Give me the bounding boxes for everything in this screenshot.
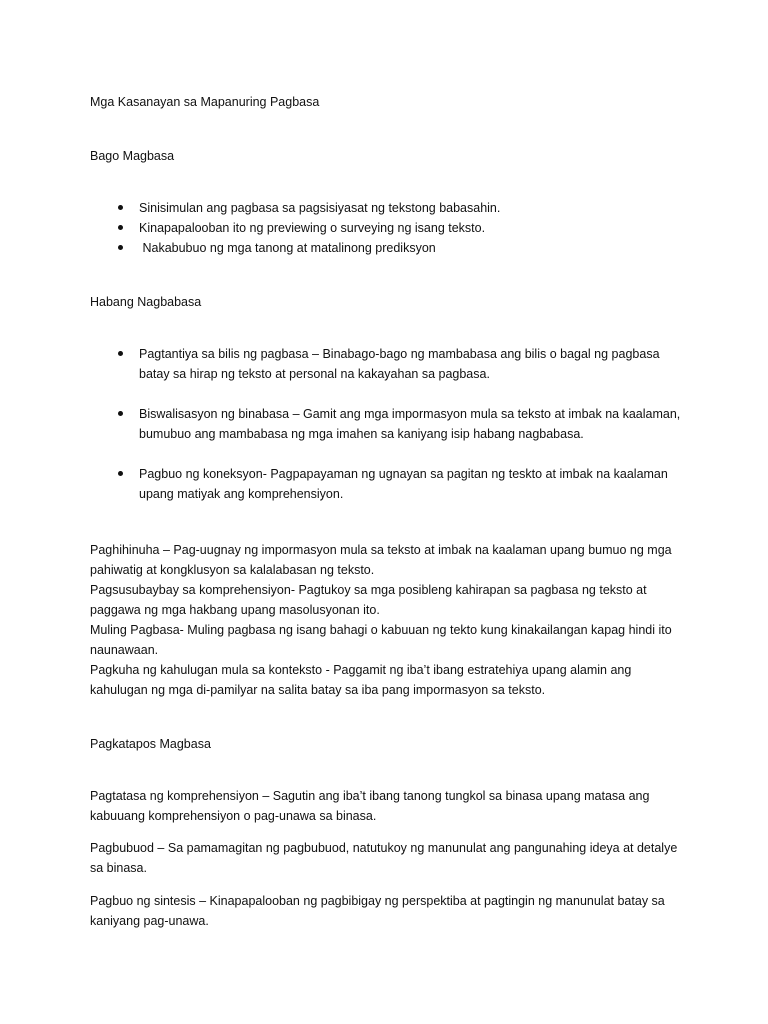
- list-item-text: Sinisimulan ang pagbasa sa pagsisiyasat ng tekstong babasahin.: [139, 201, 501, 215]
- list-item: [90, 464, 690, 504]
- list-item: [90, 198, 690, 218]
- paragraph-paghihinuha: Paghihinuha – Pag-uugnay ng impormasyon mula sa teksto at imbak na kaalaman upang bumuo ng mga pahiwatig at kongklusyon sa kalalabasan ng teksto.: [90, 543, 672, 577]
- section-heading-pagkatapos: Pagkatapos Magbasa: [90, 737, 211, 751]
- bullet-icon: [118, 225, 123, 230]
- list-item-text: Pagbuo ng koneksyon- Pagpapayaman ng ugnayan sa pagitan ng teskto at imbak na kaalaman upang matiyak ang komprehensiyon.: [139, 467, 668, 501]
- bullet-icon: [118, 471, 123, 476]
- list-item: [90, 404, 690, 444]
- habang-paragraphs: [90, 540, 690, 700]
- habang-list: [90, 344, 690, 504]
- bago-list: [90, 198, 690, 258]
- paragraph-pagtatasa: Pagtatasa ng komprehensiyon – Sagutin ang iba’t ibang tanong tungkol sa binasa upang matasa ang kabuuang komprehensiyon o pag-unawa sa binasa.: [90, 789, 650, 823]
- list-item: [90, 238, 690, 258]
- bullet-icon: [118, 245, 123, 250]
- bullet-icon: [118, 411, 123, 416]
- bullet-icon: [118, 205, 123, 210]
- list-item: [90, 218, 690, 238]
- bullet-icon: [118, 351, 123, 356]
- paragraph-pagbuo-ng-sintesis: Pagbuo ng sintesis – Kinapapalooban ng pagbibigay ng perspektiba at pagtingin ng manunulat batay sa kaniyang pag-unawa.: [90, 894, 665, 928]
- list-item: [90, 344, 690, 384]
- paragraph-pagbubuod: Pagbubuod – Sa pamamagitan ng pagbubuod, natutukoy ng manunulat ang pangunahing ideya at detalye sa binasa.: [90, 841, 678, 875]
- document-title: Mga Kasanayan sa Mapanuring Pagbasa: [90, 95, 320, 109]
- list-item-text: Biswalisasyon ng binabasa – Gamit ang mga impormasyon mula sa teksto at imbak na kaalaman, bumubuo ang mambabasa ng mga imahen sa kaniyang isip habang nagbabasa.: [139, 407, 681, 441]
- list-item-text: Nakabubuo ng mga tanong at matalinong prediksyon: [139, 241, 436, 255]
- paragraph-muling-pagbasa: Muling Pagbasa- Muling pagbasa ng isang bahagi o kabuuan ng tekto kung kinakailangan kapag hindi ito naunawaan.: [90, 623, 672, 657]
- list-item-text: Pagtantiya sa bilis ng pagbasa – Binabago-bago ng mambabasa ang bilis o bagal ng pagbasa batay sa hirap ng teksto at personal na kakayahan sa pagbasa.: [139, 347, 660, 381]
- paragraph-pagsusubaybay: Pagsusubaybay sa komprehensiyon- Pagtukoy sa mga posibleng kahirapan sa pagbasa ng teksto at paggawa ng mga hakbang upang masolusyonan ito.: [90, 583, 647, 617]
- list-item-text: Kinapapalooban ito ng previewing o surveying ng isang teksto.: [139, 221, 486, 235]
- paragraph-pagkuha-ng-kahulugan: Pagkuha ng kahulugan mula sa konteksto - Paggamit ng iba’t ibang estratehiya upang alamin ang kahulugan ng mga di-pamilyar na salita batay sa iba pang impormasyon sa teksto.: [90, 663, 632, 697]
- section-heading-habang: Habang Nagbabasa: [90, 295, 202, 309]
- section-heading-bago: Bago Magbasa: [90, 149, 175, 163]
